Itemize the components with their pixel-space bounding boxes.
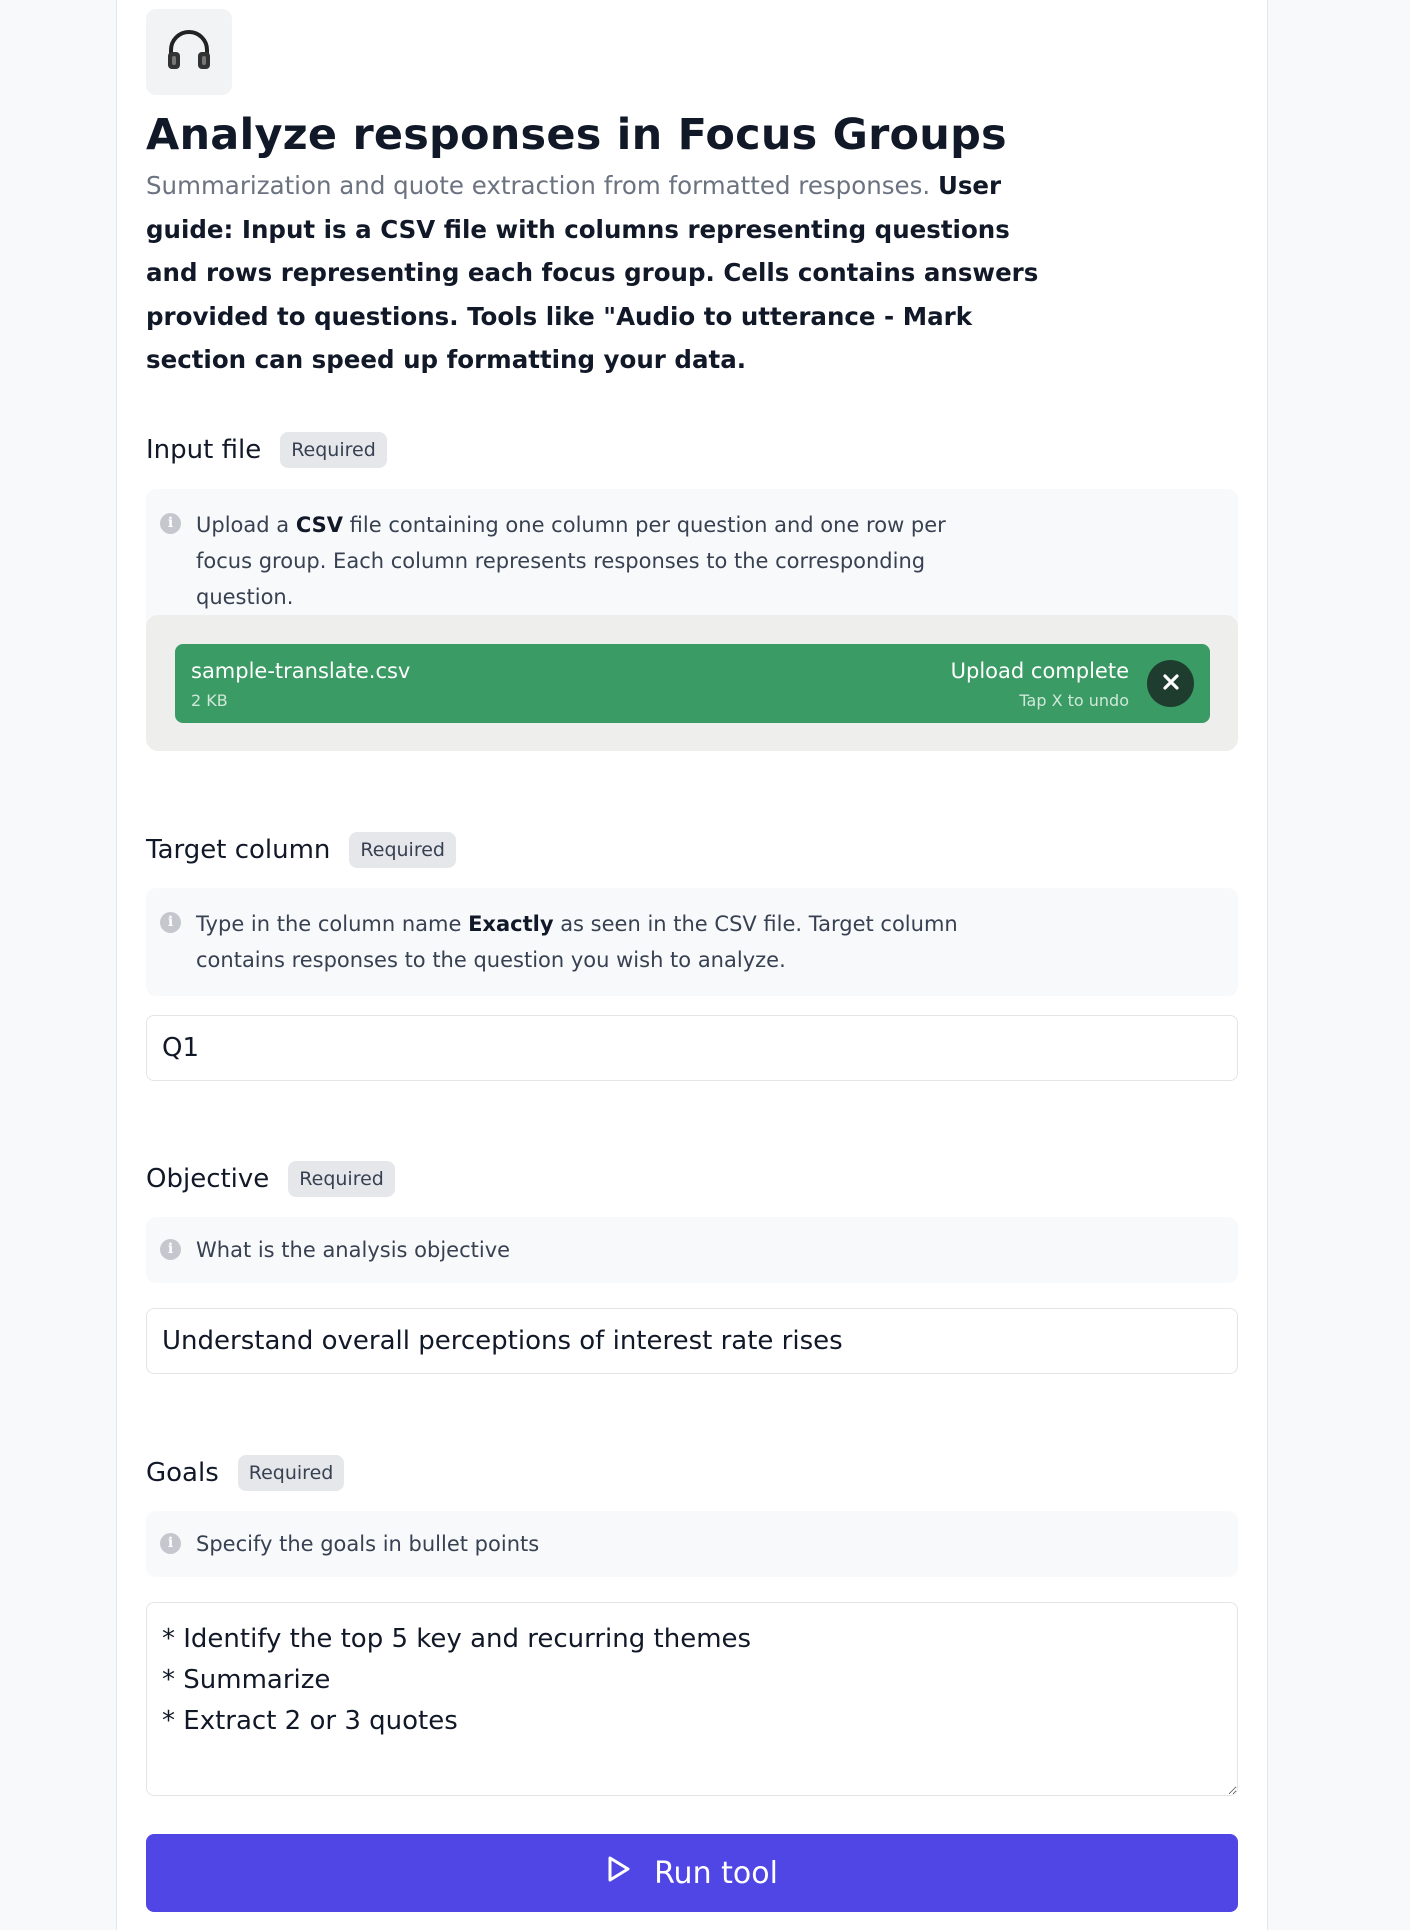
file-name: sample-translate.csv xyxy=(191,659,411,683)
uploaded-file-bar xyxy=(175,644,1210,723)
target-column-label xyxy=(146,832,456,868)
tool-icon-tile xyxy=(146,9,232,95)
file-size: 2 KB xyxy=(191,691,228,710)
field-label-text: Target column xyxy=(146,835,331,865)
info-icon: i xyxy=(160,1533,181,1554)
objective-help xyxy=(146,1217,1238,1283)
input-file-label xyxy=(146,432,387,468)
info-icon: i xyxy=(160,513,181,534)
run-tool-button[interactable] xyxy=(146,1834,1238,1912)
info-icon: i xyxy=(160,1239,181,1260)
required-badge: Required xyxy=(349,832,456,868)
page-title: Analyze responses in Focus Groups xyxy=(146,110,1007,160)
input-file-help xyxy=(146,489,1238,633)
target-column-input[interactable] xyxy=(146,1015,1238,1081)
help-text: Upload a CSV file containing one column per question and one row per focus group. Each column represents responses to the corresponding question. xyxy=(196,513,946,609)
goals-label xyxy=(146,1455,344,1491)
required-badge: Required xyxy=(238,1455,345,1491)
help-text: What is the analysis objective xyxy=(196,1238,511,1262)
description-summary: Summarization and quote extraction from formatted responses. xyxy=(146,171,931,200)
play-icon xyxy=(606,1855,632,1891)
help-text: Specify the goals in bullet points xyxy=(196,1532,540,1556)
required-badge: Required xyxy=(288,1161,395,1197)
objective-input[interactable] xyxy=(146,1308,1238,1374)
headphones-icon xyxy=(164,25,214,79)
help-text: Type in the column name Exactly as seen in the CSV file. Target column contains responses to the question you wish to analyze. xyxy=(196,912,958,972)
field-label-text: Input file xyxy=(146,435,262,465)
goals-textarea[interactable] xyxy=(146,1602,1238,1796)
field-label-text: Objective xyxy=(146,1164,270,1194)
undo-upload-button[interactable] xyxy=(1147,660,1194,707)
upload-hint: Tap X to undo xyxy=(1019,691,1129,710)
required-badge: Required xyxy=(280,432,387,468)
file-upload-dropzone[interactable] xyxy=(146,615,1238,751)
objective-label xyxy=(146,1161,395,1197)
tool-panel xyxy=(116,0,1268,1930)
field-label-text: Goals xyxy=(146,1458,219,1488)
target-column-help xyxy=(146,888,1238,996)
goals-help xyxy=(146,1511,1238,1577)
close-icon xyxy=(1162,673,1180,695)
description-user-guide: User guide: Input is a CSV file with columns representing questions and rows representing each focus group. Cells contains answers provided to questions. Tools like "Audio to utterance - Mark section can speed up formatting your data. xyxy=(146,171,1039,374)
info-icon: i xyxy=(160,912,181,933)
tool-description xyxy=(146,164,1066,382)
run-tool-label: Run tool xyxy=(654,1855,778,1891)
upload-status: Upload complete xyxy=(950,659,1129,683)
